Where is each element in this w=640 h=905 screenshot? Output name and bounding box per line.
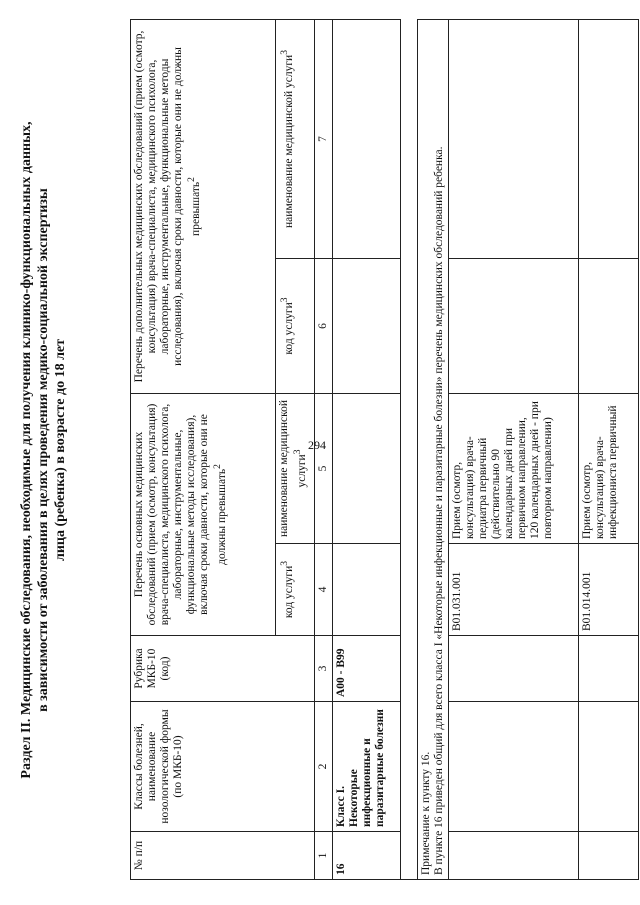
empty-cell xyxy=(449,258,579,393)
service-code: B01.014.001 xyxy=(579,544,639,636)
header-basic-service-code: код услуги$^3$ xyxy=(276,544,315,636)
column-number: 3 xyxy=(315,636,333,702)
empty-cell xyxy=(333,393,401,543)
heading-line-1: Раздел II. Медицинские обследования, необходимые для получения клинико-функциональных данных, xyxy=(19,121,34,779)
column-number: 4 xyxy=(315,544,333,636)
header-row-1 xyxy=(131,19,276,879)
heading-line-2: в зависимости от заболевания в целях проведения медико-социальной экспертизы xyxy=(36,188,51,712)
class-name: Некоторые инфекционные и паразитарные болезни xyxy=(348,709,386,827)
empty-cell xyxy=(333,258,401,393)
header-additional-examinations: Перечень дополнительных медицинских обследований (прием (осмотр, консультация) врача-специалиста, медицинского психолога, лабораторные, инструментальные, функциональные методы исследования), включая сроки давности, которые они не должны превышать$^2$ xyxy=(131,19,276,393)
icd-code: A00 - B99 xyxy=(333,636,401,702)
header-icd-code: Рубрика МКБ-10 (код) xyxy=(131,636,315,702)
service-name: Прием (осмотр, консультация) врача-инфекциониста первичный xyxy=(579,393,639,543)
note-cell xyxy=(418,19,449,879)
empty-cell xyxy=(449,19,579,258)
column-number: 5 xyxy=(315,393,333,543)
column-number: 7 xyxy=(315,19,333,258)
header-additional-service-name: наименование медицинской услуги$^3$ xyxy=(276,19,315,258)
header-disease-class: Классы болезней, наименование нозологической формы (по МКБ-10) xyxy=(131,702,315,832)
empty-cell xyxy=(449,832,579,880)
table-row xyxy=(579,19,639,879)
column-number: 6 xyxy=(315,258,333,393)
note-row xyxy=(418,19,449,879)
empty-cell xyxy=(333,544,401,636)
column-number: 1 xyxy=(315,832,333,880)
header-basic-service-name: наименование медицинской услуги$^3$ xyxy=(276,393,315,543)
empty-cell xyxy=(579,258,639,393)
service-name: Прием (осмотр, консультация) врача-педиатра первичный (действительно 90 календарных дней при первичном направлении, 120 календарных дней - при повторном направлении) xyxy=(449,393,579,543)
examinations-table xyxy=(130,19,639,880)
empty-cell xyxy=(449,636,579,702)
row-number: 16 xyxy=(333,832,401,880)
class-label: Класс I. xyxy=(335,786,347,827)
column-number-row xyxy=(315,19,333,879)
header-basic-examinations: Перечень основных медицинских обследований (прием (осмотр, консультация) врача-специалиста, медицинского психолога, лабораторные, инструментальные, функциональные методы исследования), включая сроки давности, которые они не должны превышать$^2$ xyxy=(131,393,276,635)
empty-cell xyxy=(579,702,639,832)
heading-line-3: лица (ребенка) в возрасте до 18 лет xyxy=(53,338,68,562)
empty-cell xyxy=(333,19,401,258)
note-text: В пункте 16 приведен общий для всего класса I «Некоторые инфекционные и паразитарные болезни» перечень медицинских обследований ребенка. xyxy=(433,146,445,875)
empty-cell xyxy=(579,636,639,702)
disease-class-cell xyxy=(333,702,401,832)
table-row xyxy=(449,19,579,879)
note-title: Примечание к пункту 16. xyxy=(420,751,432,875)
header-additional-service-code: код услуги$^3$ xyxy=(276,258,315,393)
empty-cell xyxy=(579,832,639,880)
empty-cell xyxy=(449,702,579,832)
spacer-row xyxy=(401,19,418,879)
section-heading xyxy=(18,20,69,880)
table-row xyxy=(333,19,401,879)
spacer-cell xyxy=(401,19,418,879)
column-number: 2 xyxy=(315,702,333,832)
empty-cell xyxy=(579,19,639,258)
rotated-page-content xyxy=(18,20,619,880)
service-code: B01.031.001 xyxy=(449,544,579,636)
page-number: 294 xyxy=(308,438,326,452)
header-number: № п/п xyxy=(131,832,315,880)
